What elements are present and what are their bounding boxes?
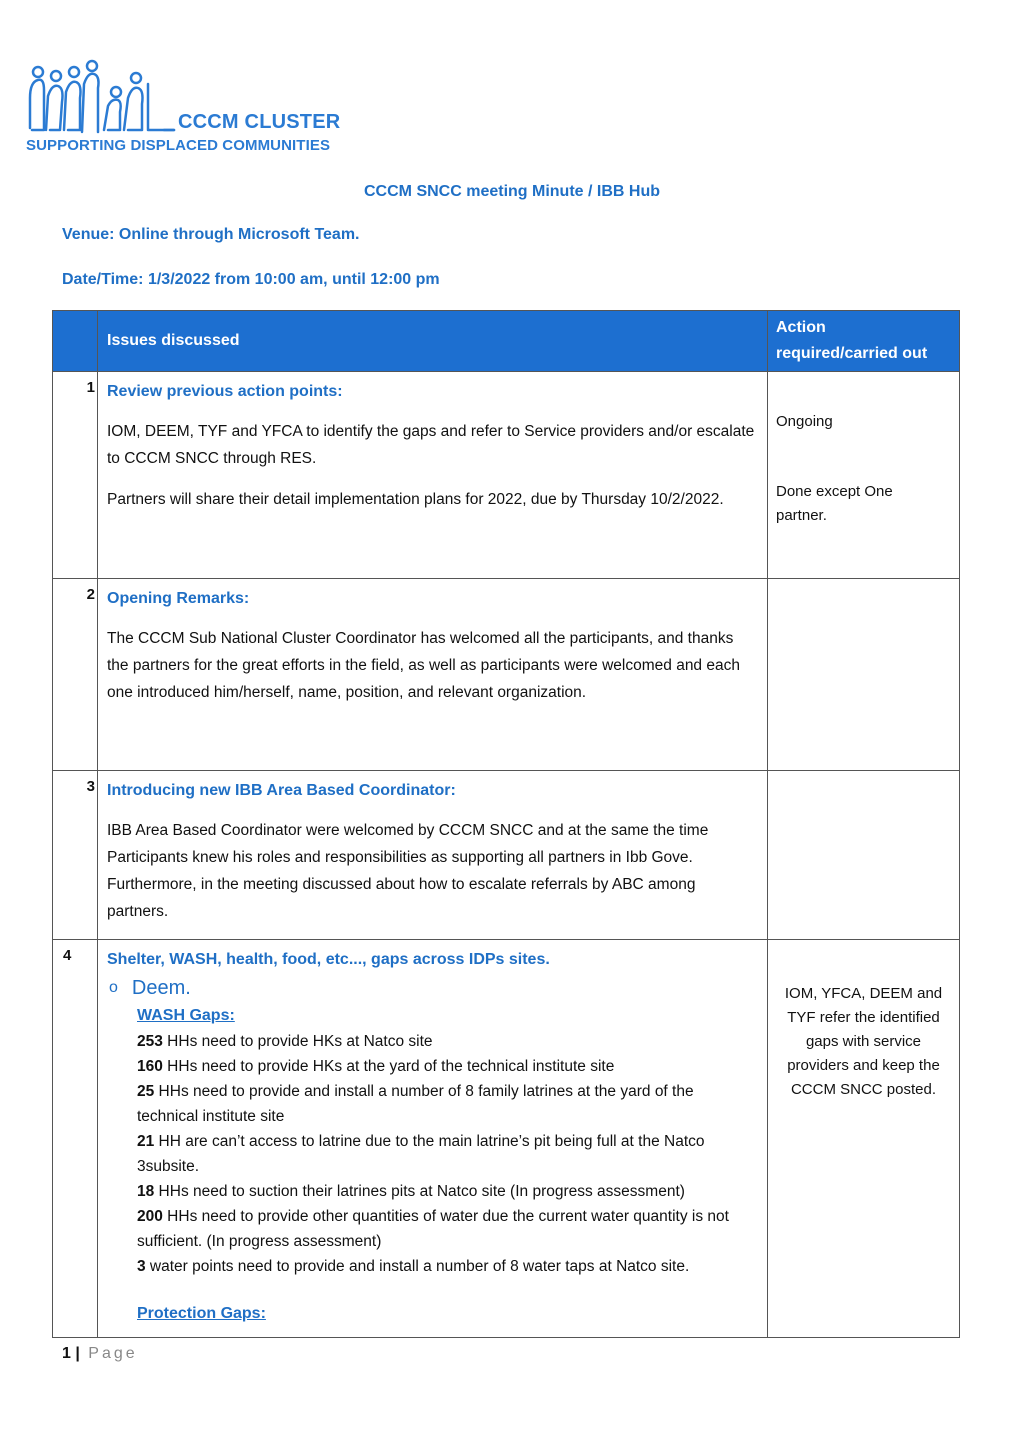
page-word: Page — [88, 1345, 138, 1362]
gap-item — [137, 1029, 759, 1054]
gap-item — [137, 1204, 759, 1254]
gap-text: HHs need to suction their latrines pits at Natco site (In progress assessment) — [154, 1183, 685, 1200]
row-number: 1 — [53, 372, 98, 579]
action-cell — [768, 940, 960, 1338]
gap-count: 21 — [137, 1133, 155, 1150]
row-number: 2 — [53, 579, 98, 771]
protection-gaps-heading: Protection Gaps: — [137, 1305, 266, 1322]
logo-tagline: SUPPORTING DISPLACED COMMUNITIES — [26, 137, 331, 154]
wash-gaps-heading: WASH Gaps: — [137, 1007, 235, 1024]
gaps-block — [137, 1003, 759, 1327]
date-time: Date/Time: 1/3/2022 from 10:00 am, until 12:00 pm — [62, 271, 440, 288]
action-cell — [768, 771, 960, 940]
gap-item — [137, 1129, 759, 1179]
issue-cell — [98, 579, 768, 771]
gap-text: HHs need to provide HKs at Natco site — [162, 1033, 433, 1050]
header-issues: Issues discussed — [98, 311, 768, 372]
minutes-table — [52, 310, 960, 1338]
org-bullet — [107, 975, 759, 1001]
header-action-line1: Action — [776, 319, 826, 336]
gap-text: HH are can’t access to latrine due to the main latrine’s pit being full at the Natco 3subsite. — [137, 1133, 705, 1175]
issue-paragraph: IOM, DEEM, TYF and YFCA to identify the gaps and refer to Service providers and/or escalate to CCCM SNCC through RES. — [107, 423, 755, 467]
action-text: Done except One partner. — [776, 483, 893, 524]
issue-paragraph: The CCCM Sub National Cluster Coordinator has welcomed all the participants, and thanks the partners for the great efforts in the field, as well as participants were welcomed and each one introduced him/herself, name, position, and relevant organization. — [107, 630, 740, 701]
gap-text: HHs need to provide HKs at the yard of the technical institute site — [162, 1058, 615, 1075]
row-number: 3 — [53, 771, 98, 940]
gap-text: HHs need to provide other quantities of water due the current water quantity is not sufficient. (In progress assessment) — [137, 1208, 729, 1250]
section-heading: Introducing new IBB Area Based Coordinator: — [107, 782, 456, 799]
issue-cell — [98, 771, 768, 940]
table-row — [53, 579, 960, 771]
header-action-line2: required/carried out — [776, 345, 928, 362]
gap-text: HHs need to provide and install a number of 8 family latrines at the yard of the technical institute site — [137, 1083, 694, 1125]
gap-count: 160 — [137, 1058, 163, 1075]
section-heading: Shelter, WASH, health, food, etc..., gaps across IDPs sites. — [107, 951, 550, 968]
table-row — [53, 940, 960, 1338]
row-number: 4 — [53, 940, 98, 1338]
gap-count: 253 — [137, 1033, 163, 1050]
table-header-row — [53, 311, 960, 372]
gap-text: water points need to provide and install a number of 8 water taps at Natco site. — [145, 1258, 690, 1275]
page-footer — [62, 1345, 138, 1363]
action-cell — [768, 372, 960, 579]
logo-name: CCCM CLUSTER — [178, 111, 341, 133]
circle-bullet-icon: o — [109, 979, 118, 996]
section-heading: Opening Remarks: — [107, 590, 250, 607]
header-num-cell — [53, 311, 98, 372]
issue-paragraph: Partners will share their detail implementation plans for 2022, due by Thursday 10/2/2022. — [107, 491, 724, 508]
issue-cell — [98, 940, 768, 1338]
gap-item — [137, 1254, 759, 1279]
gap-item — [137, 1079, 759, 1129]
action-text: IOM, YFCA, DEEM and TYF refer the identified gaps with service providers and keep the CCCM SNCC posted. — [784, 985, 943, 1098]
gap-item — [137, 1054, 759, 1079]
gap-count: 18 — [137, 1183, 155, 1200]
gap-count: 200 — [137, 1208, 163, 1225]
org-name: Deem. — [131, 977, 191, 999]
section-heading: Review previous action points: — [107, 383, 343, 400]
footer-separator: | — [75, 1345, 80, 1362]
table-row — [53, 372, 960, 579]
gap-item — [137, 1179, 759, 1204]
gap-count: 25 — [137, 1083, 155, 1100]
table-row — [53, 771, 960, 940]
issue-cell — [98, 372, 768, 579]
action-text: Ongoing — [776, 413, 833, 430]
document-title: CCCM SNCC meeting Minute / IBB Hub — [364, 183, 660, 200]
page-number: 1 — [62, 1345, 71, 1362]
action-cell — [768, 579, 960, 771]
gap-count: 3 — [137, 1258, 146, 1275]
issue-paragraph: IBB Area Based Coordinator were welcomed by CCCM SNCC and at the same the time Participants knew his roles and responsibilities as supporting all partners in Ibb Gove. Furthermore, in the meeting discussed about how to escalate referrals by ABC among partners. — [107, 822, 709, 920]
venue: Venue: Online through Microsoft Team. — [62, 226, 360, 243]
header-action — [768, 311, 960, 372]
